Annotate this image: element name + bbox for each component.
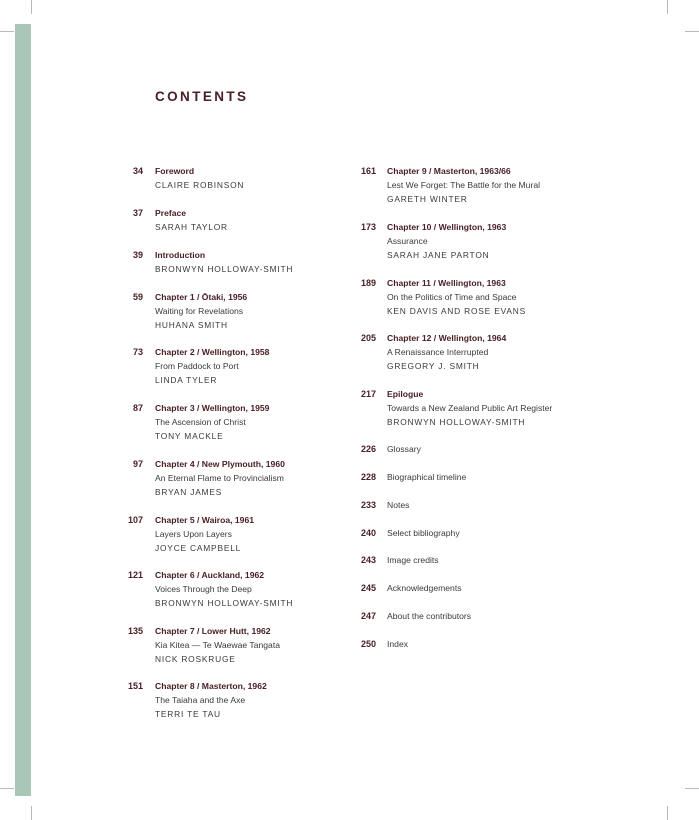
entry-label: Select bibliography [387, 528, 460, 538]
entry-heading: Chapter 12 / Wellington, 1964 [387, 333, 507, 343]
entry-text [155, 679, 267, 721]
entry-text [155, 624, 280, 666]
entry-text [387, 553, 439, 567]
entry-label: Glossary [387, 444, 421, 454]
page-number: 97 [132, 459, 143, 469]
entry-author: SARAH TAYLOR [155, 222, 228, 232]
entry-subtitle: The Taiaha and the Axe [155, 695, 246, 705]
entry-text [155, 345, 269, 387]
entry-author: TERRI TE TAU [155, 709, 221, 719]
entry-author: BRONWYN HOLLOWAY-SMITH [155, 598, 294, 608]
entry-heading: Chapter 9 / Masterton, 1963/66 [387, 166, 511, 176]
page-number: 240 [360, 528, 376, 538]
entry-heading: Chapter 1 / Ōtaki, 1956 [155, 292, 248, 302]
page-number: 34 [132, 166, 143, 176]
color-spine-bar [15, 24, 31, 796]
entry-subtitle: From Paddock to Port [155, 361, 239, 371]
entry-subtitle: The Ascension of Christ [155, 417, 246, 427]
crop-mark-top-left-v [31, 0, 32, 14]
entry-text [387, 609, 471, 623]
entry-author: CLAIRE ROBINSON [155, 180, 245, 190]
entry-heading: Epilogue [387, 389, 424, 399]
crop-mark-bottom-left-v [31, 806, 32, 820]
page-number: 205 [360, 333, 376, 343]
entry-author: NICK ROSKRUGE [155, 654, 236, 664]
entry-text [155, 290, 247, 332]
page-number: 161 [360, 166, 376, 176]
entry-label: Index [387, 639, 409, 649]
page-number: 73 [132, 347, 143, 357]
entry-text [387, 164, 540, 206]
entry-text [387, 442, 421, 456]
entry-subtitle: A Renaissance Interrupted [387, 347, 489, 357]
page-number: 39 [132, 250, 143, 260]
entry-text [155, 206, 228, 234]
crop-mark-bottom-left-h [0, 788, 14, 789]
page-number: 250 [360, 639, 376, 649]
page-number: 37 [132, 208, 143, 218]
crop-mark-top-right-v [667, 0, 668, 14]
entry-subtitle: An Eternal Flame to Provincialism [155, 473, 284, 483]
entry-subtitle: On the Politics of Time and Space [387, 292, 517, 302]
entry-subtitle: Towards a New Zealand Public Art Register [387, 403, 553, 413]
entry-text [155, 401, 269, 443]
entry-heading: Chapter 10 / Wellington, 1963 [387, 222, 507, 232]
entry-heading: Preface [155, 208, 187, 218]
crop-mark-bottom-right-h [685, 788, 699, 789]
entry-author: BRONWYN HOLLOWAY-SMITH [155, 264, 294, 274]
page-number: 228 [360, 472, 376, 482]
entry-heading: Introduction [155, 250, 206, 260]
page-number: 151 [127, 681, 143, 691]
entry-text [387, 220, 506, 262]
crop-mark-bottom-right-v [667, 806, 668, 820]
entry-text [387, 331, 506, 373]
page-number: 59 [132, 292, 143, 302]
crop-mark-top-left-h [0, 31, 14, 32]
entry-author: LINDA TYLER [155, 375, 218, 385]
entry-text [155, 568, 293, 610]
entry-heading: Chapter 5 / Wairoa, 1961 [155, 515, 255, 525]
page-number: 243 [360, 555, 376, 565]
entry-subtitle: Assurance [387, 236, 428, 246]
entry-text [387, 581, 462, 595]
entry-author: GREGORY J. SMITH [387, 361, 480, 371]
entry-heading: Chapter 2 / Wellington, 1958 [155, 347, 270, 357]
entry-text [155, 164, 244, 192]
entry-text [387, 470, 466, 484]
entry-subtitle: Voices Through the Deep [155, 584, 252, 594]
entry-author: JOYCE CAMPBELL [155, 543, 242, 553]
entry-heading: Chapter 7 / Lower Hutt, 1962 [155, 626, 271, 636]
entry-subtitle: Lest We Forget: The Battle for the Mural [387, 180, 541, 190]
page-number: 121 [127, 570, 143, 580]
entry-heading: Chapter 11 / Wellington, 1963 [387, 278, 506, 288]
entry-heading: Chapter 4 / New Plymouth, 1960 [155, 459, 285, 469]
entry-heading: Foreword [155, 166, 195, 176]
entry-label: Acknowledgements [387, 583, 462, 593]
entry-author: BRONWYN HOLLOWAY-SMITH [387, 417, 526, 427]
entry-heading: Chapter 8 / Masterton, 1962 [155, 681, 267, 691]
entry-text [387, 498, 409, 512]
entry-subtitle: Kia Kitea — Te Waewae Tangata [155, 640, 281, 650]
entry-author: BRYAN JAMES [155, 487, 223, 497]
crop-mark-top-right-h [685, 31, 699, 32]
entry-text [387, 276, 526, 318]
entry-author: GARETH WINTER [387, 194, 468, 204]
page-number: 87 [132, 403, 143, 413]
entry-author: HUHANA SMITH [155, 320, 228, 330]
entry-author: TONY MACKLE [155, 431, 224, 441]
entry-label: About the contributors [387, 611, 472, 621]
entry-heading: Chapter 3 / Wellington, 1959 [155, 403, 270, 413]
entry-label: Notes [387, 500, 410, 510]
entry-subtitle: Waiting for Revelations [155, 306, 244, 316]
entry-subtitle: Layers Upon Layers [155, 529, 232, 539]
page-title: CONTENTS [155, 89, 249, 104]
entry-text [155, 457, 285, 499]
entry-label: Biographical timeline [387, 472, 467, 482]
page-number: 247 [360, 611, 376, 621]
entry-text [387, 637, 408, 651]
entry-author: KEN DAVIS AND ROSE EVANS [387, 306, 526, 316]
entry-heading: Chapter 6 / Auckland, 1962 [155, 570, 265, 580]
page-number: 233 [360, 500, 376, 510]
entry-text [387, 387, 552, 429]
page-number: 226 [360, 444, 376, 454]
entry-text [155, 513, 254, 555]
entry-label: Image credits [387, 555, 439, 565]
page-number: 217 [360, 389, 376, 399]
entry-text [387, 526, 460, 540]
page-number: 135 [127, 626, 143, 636]
page-number: 245 [360, 583, 376, 593]
page-number: 173 [360, 222, 376, 232]
page-number: 107 [127, 515, 143, 525]
page-number: 189 [360, 278, 376, 288]
entry-author: SARAH JANE PARTON [387, 250, 490, 260]
entry-text [155, 248, 293, 276]
